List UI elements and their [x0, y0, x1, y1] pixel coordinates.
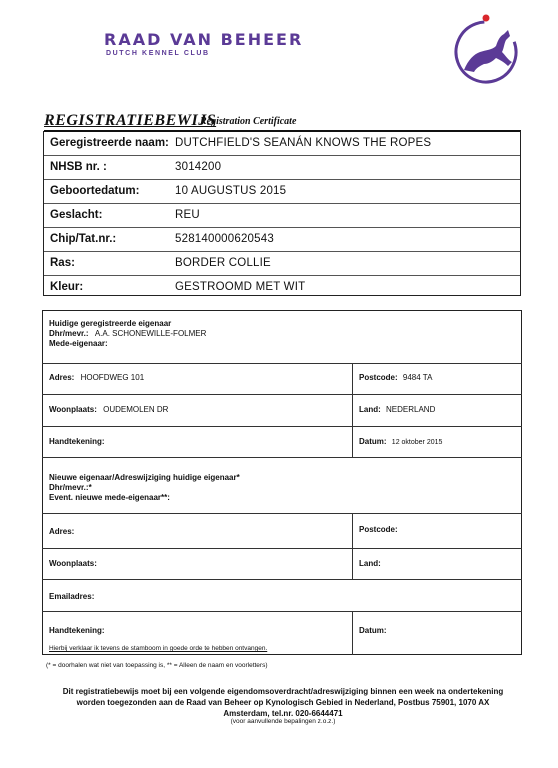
new-signature-field[interactable]: Handtekening:: [49, 626, 105, 635]
form-divider: [42, 611, 522, 612]
document-title: REGISTRATIEBEWIJS: [44, 112, 217, 129]
info-value: GESTROOMD MET WIT: [175, 281, 306, 293]
info-value: REU: [175, 209, 200, 221]
info-label: Geregistreerde naam:: [50, 137, 169, 149]
current-owner-heading: Huidige geregistreerde eigenaar: [49, 319, 172, 328]
column-divider: [352, 611, 353, 655]
info-label: Chip/Tat.nr.:: [50, 233, 117, 245]
info-row-nhsb: [44, 157, 520, 179]
form-divider: [42, 363, 522, 364]
new-email-field[interactable]: Emailadres:: [49, 592, 95, 601]
info-row-sex: [44, 205, 520, 227]
info-label: Ras:: [50, 257, 75, 269]
form-divider: [42, 426, 522, 427]
form-divider: [42, 548, 522, 549]
postcode-value: 9484 TA: [402, 373, 433, 382]
footer-small-print: (voor aanvullende bepalingen z.o.z.): [230, 718, 336, 725]
form-divider: [42, 394, 522, 395]
info-value: 528140000620543: [175, 233, 274, 245]
row-divider: [44, 227, 520, 228]
address-row: [49, 373, 144, 382]
dog-logo-icon: [446, 10, 526, 90]
current-owner-name-row: [49, 329, 206, 338]
column-divider: [352, 513, 353, 579]
row-divider: [44, 155, 520, 156]
postcode-label: Postcode:: [359, 373, 398, 382]
city-value: OUDEMOLEN DR: [103, 405, 169, 414]
new-date-field[interactable]: Datum:: [359, 626, 387, 635]
info-label: Geboortedatum:: [50, 185, 140, 197]
form-divider: [42, 457, 522, 458]
info-value: DUTCHFIELD'S SEANÁN KNOWS THE ROPES: [175, 137, 432, 149]
ownership-form: [42, 310, 522, 655]
country-row: [359, 405, 435, 414]
country-value: NEDERLAND: [386, 405, 436, 414]
form-divider: [42, 579, 522, 580]
info-row-color: [44, 277, 520, 299]
new-owner-name-label: Dhr/mevr.:*: [49, 483, 92, 492]
document-subtitle: Registration Certificate: [200, 116, 297, 127]
new-owner-heading: Nieuwe eigenaar/Adreswijziging huidige eigenaar*: [49, 473, 240, 482]
city-label: Woonplaats:: [49, 405, 97, 414]
info-label: Geslacht:: [50, 209, 103, 221]
info-value: BORDER COLLIE: [175, 257, 271, 269]
org-subtitle: DUTCH KENNEL CLUB: [106, 50, 210, 57]
info-row-name: [44, 133, 520, 155]
name-label: Dhr/mevr.:: [49, 329, 89, 338]
name-value: A.A. SCHONEWILLE-FOLMER: [94, 329, 207, 338]
declaration-text: Hierbij verklaar ik tevens de stamboom in goede orde te hebben ontvangen.: [49, 645, 268, 652]
info-label: NHSB nr. :: [50, 161, 107, 173]
new-address-field[interactable]: Adres:: [49, 527, 75, 536]
row-divider: [44, 203, 520, 204]
country-label: Land:: [359, 405, 381, 414]
new-co-owner-label: Event. nieuwe mede-eigenaar**:: [49, 493, 170, 502]
row-divider: [44, 179, 520, 180]
date-label: Datum:: [359, 437, 387, 446]
new-city-field[interactable]: Woonplaats:: [49, 559, 97, 568]
org-name: RAAD VAN BEHEER: [104, 30, 304, 49]
address-value: HOOFDWEG 101: [80, 373, 145, 382]
new-postcode-field[interactable]: Postcode:: [359, 525, 398, 534]
column-divider: [352, 363, 353, 457]
postcode-row: [359, 373, 432, 382]
date-row: [359, 437, 442, 446]
row-divider: [44, 251, 520, 252]
footer-instructions: Dit registratiebewijs moet bij een volgende eigendomsoverdracht/adreswijziging binnen een week na ondertekening worden toegezonden aan de Raad van Beheer op Kynologisch Gebied in Nederland, Postbus 75901, 1070 AX Amsterdam, tel.nr. 020-6644471: [62, 687, 504, 718]
new-country-field[interactable]: Land:: [359, 559, 381, 568]
co-owner-label: Mede-eigenaar:: [49, 339, 108, 348]
signature-label: Handtekening:: [49, 437, 105, 446]
date-value: 12 oktober 2015: [391, 439, 443, 446]
info-row-chip: [44, 229, 520, 251]
address-label: Adres:: [49, 373, 75, 382]
info-row-breed: [44, 253, 520, 275]
info-value: 10 AUGUSTUS 2015: [175, 185, 287, 197]
city-row: [49, 405, 168, 414]
info-row-birthdate: [44, 181, 520, 203]
row-divider: [44, 275, 520, 276]
footnote: (* = doorhalen wat niet van toepassing is, ** = Alleen de naam en voorletters): [46, 662, 268, 669]
info-value: 3014200: [175, 161, 222, 173]
info-label: Kleur:: [50, 281, 84, 293]
form-divider: [42, 513, 522, 514]
